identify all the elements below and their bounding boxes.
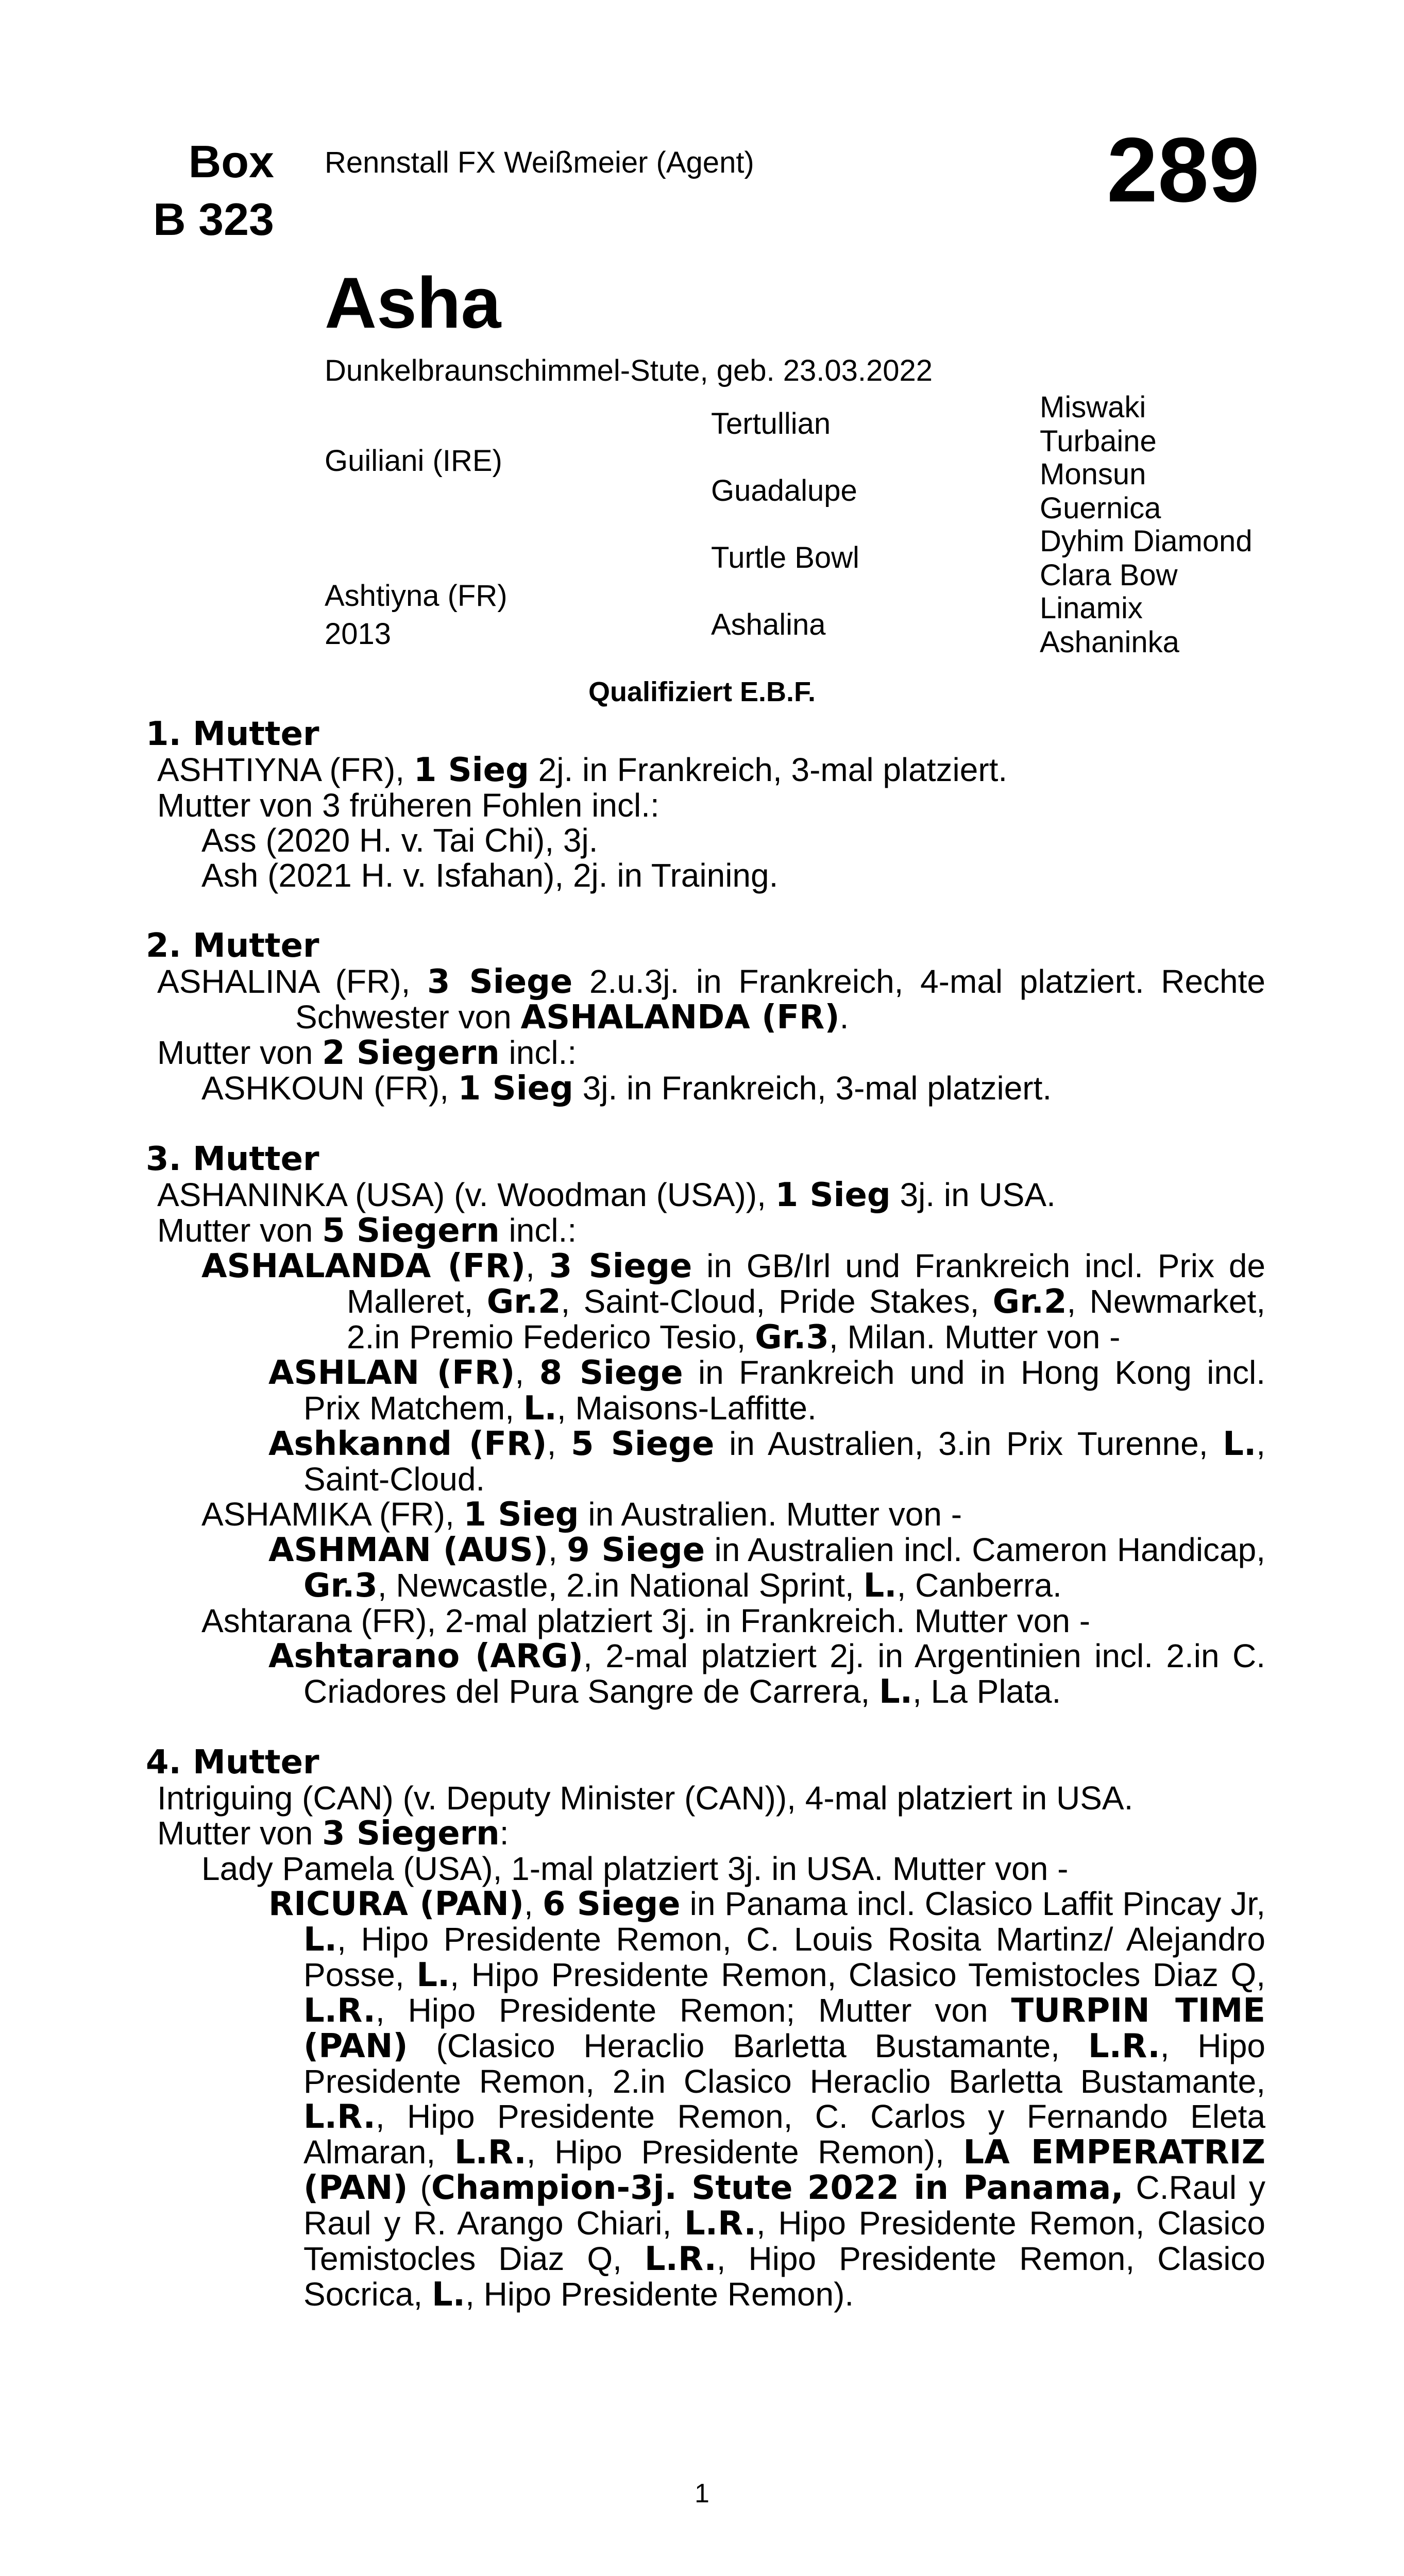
listed: L. [863, 1567, 897, 1605]
winners-count: 3 Siegern [322, 1815, 500, 1853]
listed: L.R. [1088, 2027, 1160, 2065]
box-label-line1: Box [188, 136, 274, 187]
text: ASHAMIKA (FR), [201, 1496, 464, 1533]
text: , Hipo Presidente Remon, Clasico Temistocles Diaz Q, [450, 1956, 1266, 1993]
text: , Saint-Cloud, Pride Stakes, [561, 1283, 993, 1320]
section-title: 2. Mutter [146, 927, 319, 965]
produce-item-lady-pamela: Lady Pamela (USA), 1-mal platziert 3j. in USA. Mutter von - [201, 1850, 1069, 1887]
horse-name: Ashtarano (ARG) [268, 1637, 584, 1675]
text: in Australien. Mutter von - [579, 1496, 962, 1533]
text: (Clasico Heraclio Barletta Bustamante, [408, 2027, 1088, 2064]
horse-name: LA EMPERATRIZ (PAN) [303, 2133, 1265, 2207]
section-first-dam [146, 716, 1265, 893]
horse-name: Ashkannd (FR) [268, 1425, 547, 1463]
wins: 5 Siege [571, 1425, 715, 1463]
text: 3j. in Frankreich, 3-mal platziert. [573, 1070, 1052, 1107]
listed: L.R. [644, 2240, 717, 2278]
section-title: 3. Mutter [146, 1140, 319, 1178]
listed: L. [416, 1956, 450, 1994]
pedigree-sire: Guiliani (IRE) [325, 444, 502, 478]
text: incl.: [499, 1034, 577, 1071]
section-title: 4. Mutter [146, 1743, 319, 1782]
section-fourth-dam [146, 1744, 1265, 2312]
produce-intro [146, 1035, 1265, 1071]
horse-name: ASHALANDA (FR) [201, 1247, 526, 1285]
text: Mutter von [157, 1212, 323, 1249]
dam-record [146, 1177, 1265, 1213]
horse-name: TURPIN TIME (PAN) [303, 1992, 1266, 2065]
page-number: 1 [695, 2479, 709, 2509]
text: , Saint-Cloud. [303, 1425, 1266, 1498]
pedigree-dam-year: 2013 [325, 617, 392, 651]
pedigree-dam-sire: Turtle Bowl [711, 541, 859, 574]
listed: L.R. [303, 2098, 376, 2136]
wins: 1 Sieg [458, 1070, 573, 1108]
listed: L. [879, 1673, 913, 1711]
wins: 3 Siege [427, 963, 573, 1001]
produce-item-ashkannd [146, 1426, 1265, 1497]
text: incl.: [499, 1212, 577, 1249]
pedigree-sire-sire: Tertullian [711, 407, 831, 440]
text: , [548, 1531, 567, 1568]
winners-count: 5 Siegern [322, 1212, 500, 1250]
text: , Newcastle, 2.in National Sprint, [377, 1567, 864, 1604]
box-label [139, 133, 274, 248]
text: 2.u.3j. in Frankreich, 4-mal platziert. Rechte Schwester von [295, 963, 1265, 1036]
dam-record [146, 752, 1265, 788]
produce-item-ashlan [146, 1355, 1265, 1426]
text: , [526, 1247, 549, 1284]
text: , Hipo Presidente Remon; Mutter von [375, 1992, 1011, 2029]
wins: 1 Sieg [463, 1496, 579, 1534]
pedigree-g3-2: Turbaine [1040, 425, 1157, 458]
pedigree-sire-dam: Guadalupe [711, 474, 857, 507]
listed: L. [431, 2276, 466, 2314]
produce-intro: Mutter von 3 früheren Fohlen incl.: [157, 787, 659, 824]
horse-description: Dunkelbraunschimmel-Stute, geb. 23.03.2022 [325, 354, 933, 387]
horse-name: ASHLAN (FR) [268, 1354, 515, 1392]
text: , Hipo Presidente Remon, C. Carlos y Fernando Eleta Almaran, [303, 2098, 1265, 2171]
text: in Panama incl. Clasico Laffit Pincay Jr, [680, 1885, 1265, 1922]
text: , [547, 1425, 571, 1462]
listed: L.R. [303, 1992, 376, 2030]
text: . [839, 998, 849, 1036]
text: , Milan. Mutter von - [828, 1318, 1121, 1355]
dam-record [146, 964, 1265, 1035]
text: , Hipo Presidente Remon, Clasico Temistocles Diaz Q, [303, 2205, 1266, 2277]
text: ASHKOUN (FR), [201, 1070, 458, 1107]
lot-number: 289 [1107, 118, 1260, 221]
pedigree-dam-dam: Ashalina [711, 608, 826, 641]
produce-item-ashman [146, 1532, 1265, 1603]
horse-name: RICURA (PAN) [268, 1885, 525, 1923]
text: , [515, 1354, 539, 1391]
pedigree-g3-8: Ashaninka [1040, 625, 1179, 659]
text: 2j. in Frankreich, 3-mal platziert. [529, 751, 1008, 788]
produce-item-ashamika [146, 1497, 1265, 1532]
grade: Gr.3 [755, 1318, 829, 1357]
text: , Maisons-Laffitte. [556, 1389, 817, 1427]
text: ASHTIYNA (FR), [157, 751, 414, 788]
text: : [499, 1815, 509, 1852]
horse-name: ASHMAN (AUS) [268, 1531, 548, 1569]
text: Mutter von [157, 1815, 323, 1852]
text: in GB/Irl und Frankreich incl. Prix de Malleret, [347, 1247, 1265, 1320]
pedigree-g3-1: Miswaki [1040, 391, 1146, 424]
text: , 2-mal platziert 2j. in Argentinien incl. 2.in C. Criadores del Pura Sangre de Carrera, [303, 1637, 1266, 1710]
produce-item: Ass (2020 H. v. Tai Chi), 3j. [201, 822, 598, 859]
pedigree-g3-4: Guernica [1040, 492, 1161, 525]
produce-item [146, 1071, 1265, 1106]
wins: 6 Siege [542, 1885, 681, 1923]
pedigree-g3-6: Clara Bow [1040, 558, 1178, 592]
produce-intro [146, 1816, 1265, 1851]
dam-record: Intriguing (CAN) (v. Deputy Minister (CAN)), 4-mal platziert in USA. [157, 1780, 1134, 1817]
grade: Gr.2 [486, 1283, 561, 1321]
qualification-note: Qualifiziert E.B.F. [588, 676, 816, 707]
text: ( [408, 2169, 431, 2206]
family-content [146, 716, 1265, 2347]
produce-item: Ash (2021 H. v. Isfahan), 2j. in Training. [201, 857, 779, 894]
text: ASHANINKA (USA) (v. Woodman (USA)), [157, 1176, 775, 1213]
text: , Newmarket, 2.in Premio Federico Tesio, [347, 1283, 1265, 1355]
section-second-dam [146, 928, 1265, 1106]
listed: L.R. [684, 2205, 756, 2243]
text: , Hipo Presidente Remon). [465, 2276, 854, 2313]
grade: Gr.2 [992, 1283, 1067, 1321]
listed: L. [1223, 1425, 1257, 1463]
text: , Hipo Presidente Remon, Clasico Socrica, [303, 2240, 1266, 2313]
text: 3j. in USA. [890, 1176, 1056, 1213]
pedigree-dam: Ashtiyna (FR) [325, 579, 508, 613]
section-third-dam [146, 1141, 1265, 1709]
wins: 3 Siege [549, 1247, 692, 1285]
text: , Hipo Presidente Remon, C. Louis Rosita Martinz/ Alejandro Posse, [303, 1921, 1265, 1993]
sibling-name: ASHALANDA (FR) [520, 998, 840, 1037]
produce-intro [146, 1213, 1265, 1248]
listed: L. [523, 1389, 557, 1428]
text: , La Plata. [912, 1673, 1061, 1710]
produce-item-ashtarana: Ashtarana (FR), 2-mal platziert 3j. in Frankreich. Mutter von - [201, 1602, 1090, 1639]
text: in Australien incl. Cameron Handicap, [705, 1531, 1266, 1568]
stable-name: Rennstall FX Weißmeier (Agent) [325, 146, 754, 179]
grade: Gr.3 [303, 1567, 378, 1605]
horse-name: Asha [325, 262, 501, 343]
pedigree-g3-5: Dyhim Diamond [1040, 524, 1253, 558]
box-label-line2: B 323 [153, 194, 274, 245]
wins: 9 Siege [567, 1531, 705, 1569]
section-title: 1. Mutter [146, 715, 319, 753]
listed: L.R. [454, 2133, 527, 2172]
wins: 1 Sieg [775, 1176, 891, 1214]
produce-item-ashalanda [146, 1248, 1265, 1355]
produce-item-ashtarano [146, 1638, 1265, 1709]
text: , [524, 1885, 543, 1922]
text: Mutter von [157, 1034, 323, 1071]
wins: 8 Siege [539, 1354, 683, 1392]
text: , Hipo Presidente Remon), [526, 2133, 963, 2171]
winners-count: 2 Siegern [322, 1034, 500, 1072]
champion-title: Champion-3j. Stute 2022 in Panama, [431, 2169, 1124, 2207]
text: , Hipo Presidente Remon, 2.in Clasico Heraclio Barletta Bustamante, [303, 2027, 1266, 2100]
produce-item-ricura [146, 1886, 1265, 2312]
pedigree-g3-7: Linamix [1040, 591, 1143, 625]
pedigree-g3-3: Monsun [1040, 457, 1146, 491]
text: , Canberra. [896, 1567, 1062, 1604]
text: C.Raul y Raul y R. Arango Chiari, [303, 2169, 1266, 2242]
text: in Frankreich und in Hong Kong incl. Prix Matchem, [303, 1354, 1266, 1427]
text: ASHALINA (FR), [157, 963, 427, 1000]
wins: 1 Sieg [413, 751, 529, 789]
text: in Australien, 3.in Prix Turenne, [714, 1425, 1223, 1462]
listed: L. [303, 1921, 337, 1959]
